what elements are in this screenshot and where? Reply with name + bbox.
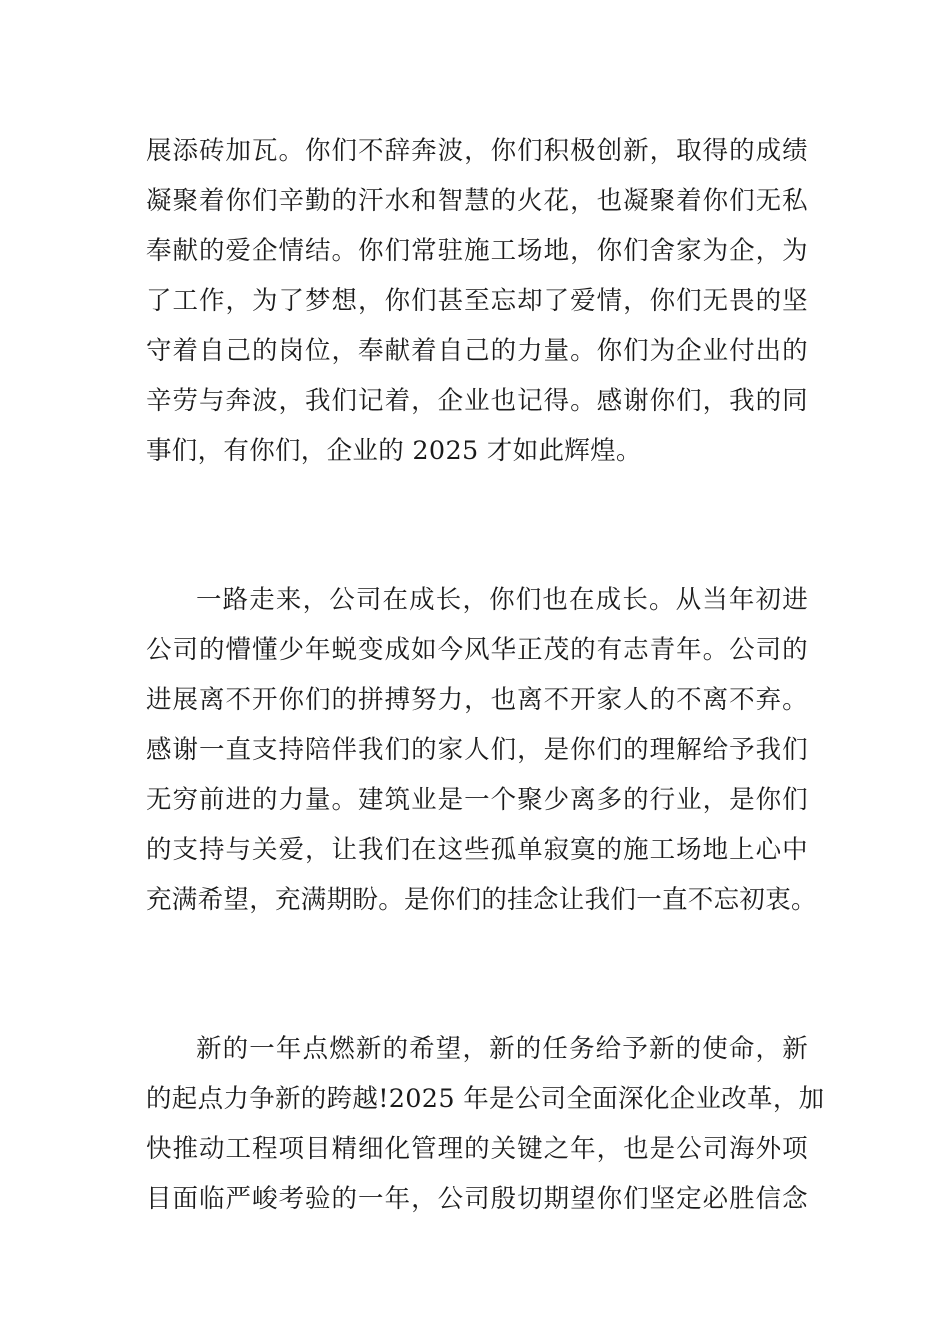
paragraph-line: 无穷前进的力量。建筑业是一个聚少离多的行业，是你们 — [146, 785, 808, 815]
paragraph-line: 新的一年点燃新的希望，新的任务给予新的使命，新 — [196, 1034, 808, 1064]
paragraph-line: 快推动工程项目精细化管理的关键之年，也是公司海外项 — [146, 1134, 808, 1164]
paragraph-line: 感谢一直支持陪伴我们的家人们，是你们的理解给予我们 — [146, 735, 808, 765]
paragraph-line: 展添砖加瓦。你们不辞奔波，你们积极创新，取得的成绩 — [146, 136, 808, 166]
paragraph-line: 的起点力争新的跨越!2025 年是公司全面深化企业改革，加 — [146, 1084, 825, 1114]
paragraph-line: 奉献的爱企情结。你们常驻施工场地，你们舍家为企，为 — [146, 236, 808, 266]
paragraph-line: 目面临严峻考验的一年，公司殷切期望你们坚定必胜信念 — [146, 1184, 808, 1214]
paragraph-line: 了工作，为了梦想，你们甚至忘却了爱情，你们无畏的坚 — [146, 286, 808, 316]
paragraph-line: 事们，有你们，企业的 2025 才如此辉煌。 — [146, 436, 642, 466]
paragraph-line: 一路走来，公司在成长，你们也在成长。从当年初进 — [196, 585, 808, 615]
paragraph-line: 充满希望，充满期盼。是你们的挂念让我们一直不忘初衷。 — [146, 885, 817, 915]
paragraph-line: 的支持与关爱，让我们在这些孤单寂寞的施工场地上心中 — [146, 835, 808, 865]
paragraph-line: 公司的懵懂少年蜕变成如今风华正茂的有志青年。公司的 — [146, 635, 808, 665]
paragraph-line: 进展离不开你们的拼搏努力，也离不开家人的不离不弃。 — [146, 685, 808, 715]
paragraph-line: 辛劳与奔波，我们记着，企业也记得。感谢你们，我的同 — [146, 386, 808, 416]
paragraph-line: 凝聚着你们辛勤的汗水和智慧的火花，也凝聚着你们无私 — [146, 186, 808, 216]
paragraph-line: 守着自己的岗位，奉献着自己的力量。你们为企业付出的 — [146, 336, 808, 366]
